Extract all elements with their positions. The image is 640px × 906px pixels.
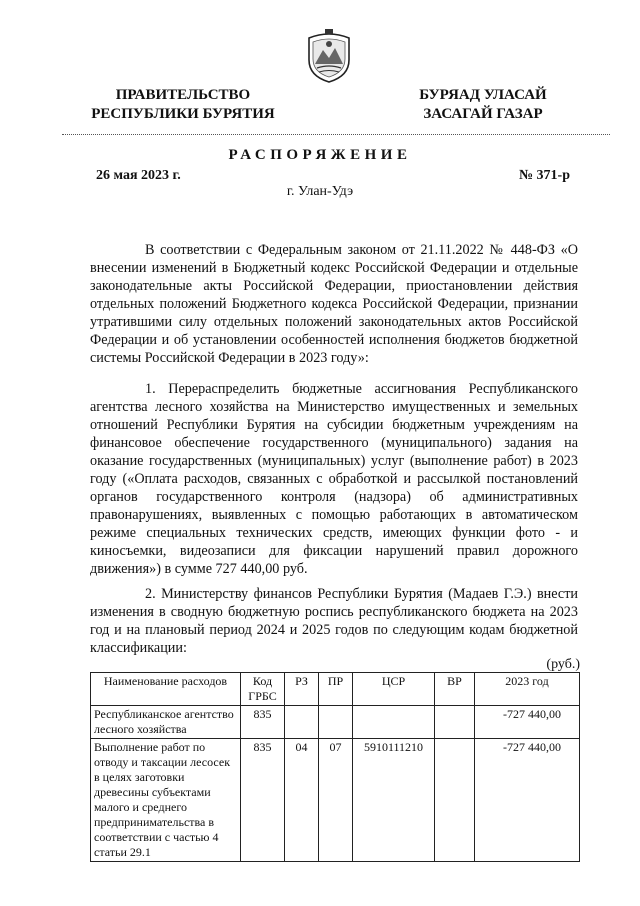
col-header-rz: РЗ (285, 673, 319, 706)
cell-grbs: 835 (241, 739, 285, 862)
header-divider (62, 134, 610, 135)
cell-amount: -727 440,00 (475, 739, 580, 862)
item-2-paragraph: 2. Министерству финансов Республики Бурятия (Мадаев Г.Э.) внести изменения в сводную бюджетную роспись республиканского бюджета на 2023 год и на плановый период 2024 и 2025 годов по следующим кодам бюджетной классификации: (90, 586, 578, 656)
col-header-year: 2023 год (475, 673, 580, 706)
cell-vr (435, 706, 475, 739)
government-name-bua (398, 86, 568, 124)
cell-rz (285, 706, 319, 739)
cell-grbs: 835 (241, 706, 285, 739)
government-name-ru-line2: РЕСПУБЛИКИ БУРЯТИЯ (91, 106, 275, 122)
currency-unit: (руб.) (546, 657, 580, 672)
cell-csr: 5910111210 (353, 739, 435, 862)
coat-of-arms-icon (305, 28, 353, 84)
cell-rz: 04 (285, 739, 319, 862)
cell-name: Республиканское агентство лесного хозяйства (91, 706, 241, 739)
government-name-ru-line1: ПРАВИТЕЛЬСТВО (115, 87, 251, 103)
document-number: № 371-р (518, 168, 570, 183)
col-header-vr: ВР (435, 673, 475, 706)
cell-amount: -727 440,00 (475, 706, 580, 739)
cell-vr (435, 739, 475, 862)
table-header-row (91, 673, 580, 706)
col-header-grbs: Код ГРБС (241, 673, 285, 706)
government-name-ru (88, 86, 278, 124)
document-title: РАСПОРЯЖЕНИЕ (228, 147, 412, 163)
col-header-name: Наименование расходов (91, 673, 241, 706)
cell-csr (353, 706, 435, 739)
cell-pr: 07 (319, 739, 353, 862)
document-city: г. Улан-Удэ (286, 184, 354, 199)
government-name-bua-line2: ЗАСАГАЙ ГАЗАР (423, 106, 543, 122)
cell-pr (319, 706, 353, 739)
table-row (91, 706, 580, 739)
col-header-pr: ПР (319, 673, 353, 706)
item-1-paragraph: 1. Перераспределить бюджетные ассигнования Республиканского агентства лесного хозяйства на Министерство имущественных и земельных отношений Республики Бурятия на субсидии бюджетным учреждениям на финансовое обеспечение государственного (муниципального) задания на оказание государственных (муниципальных) услуг (выполнение работ) в 2023 году («Оплата расходов, связанных с обработкой и рассылкой постановлений органов государственного контроля (надзора) об административных правонарушениях, выявленных с помощью работающих в автоматическом режиме специальных технических средств, имеющих функции фото - и киносъемки, видеозаписи для фиксации нарушений правил дорожного движения») в сумме 727 440,00 руб. (90, 381, 578, 577)
table-row (91, 739, 580, 862)
intro-paragraph: В соответствии с Федеральным законом от 21.11.2022 № 448-ФЗ «О внесении изменений в Бюджетный кодекс Российской Федерации и отдельные законодательные акты Российской Федерации, приостановлении действия отдельных положений Бюджетного кодекса Российской Федерации, признании утратившими силу отдельных положений законодательных актов Российской Федерации и об установлении особенностей исполнения бюджетов бюджетной системы Российской Федерации в 2023 году»: (90, 242, 578, 366)
budget-table (90, 672, 580, 862)
col-header-csr: ЦСР (353, 673, 435, 706)
document-date: 26 мая 2023 г. (96, 168, 181, 183)
cell-name: Выполнение работ по отводу и таксации лесосек в целях заготовки древесины субъектами малого и среднего предпринимательства в соответствии с частью 4 статьи 29.1 (91, 739, 241, 862)
government-name-bua-line1: БУРЯАД УЛАСАЙ (419, 87, 547, 103)
